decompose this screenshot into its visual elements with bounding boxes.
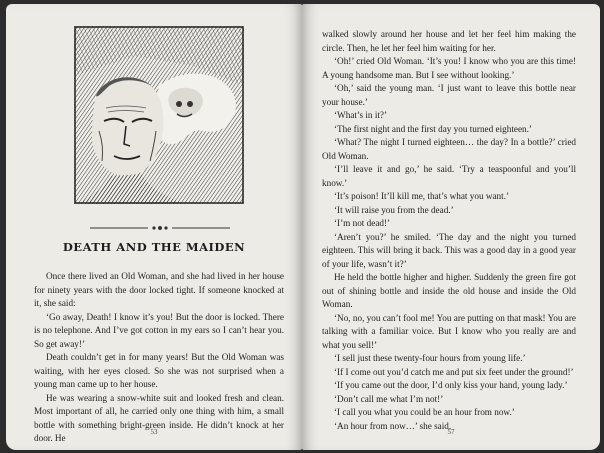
- story-title: DEATH AND THE MAIDEN: [62, 240, 246, 254]
- story-illustration: [74, 26, 244, 204]
- left-page: [6, 4, 302, 450]
- title-divider: [90, 225, 230, 231]
- paragraph: ‘Go away, Death! I know it’s you! But the door is locked. There is no telephone. And I’ve got cotton in my ears so I can’t hear you. So get away!’: [34, 311, 284, 349]
- paragraph: ‘If you came out the door, I’d only kiss your hand, young lady.’: [334, 380, 568, 390]
- left-page-text: [34, 270, 284, 446]
- right-page: [302, 4, 600, 450]
- illustration-drawing: [74, 26, 244, 204]
- paragraph: ‘Aren’t you?’ he smiled. ‘The day and the night you turned eighteen. This will bring it back. This was a good day in a good year of your life, wasn’t it?’: [322, 231, 576, 269]
- paragraph: ‘The first night and the first day you turned eighteen.’: [334, 123, 532, 134]
- paragraph: ‘Don’t call me what I’m not!’: [334, 393, 444, 404]
- paragraph: ‘If I come out you’d catch me and put six feet under the ground!’: [334, 366, 574, 377]
- paragraph: ‘I sell just these twenty-four hours from young life.’: [334, 353, 526, 363]
- page-number: 57: [447, 428, 455, 436]
- paragraph: ‘I call you what you could be an hour from now.’: [334, 407, 515, 417]
- paragraph: ‘It’s poison! It’ll kill me, that’s what you want.’: [334, 191, 510, 201]
- paragraph: ‘No, no, you can’t fool me! You are putting on that mask! You are talking with a familiar voice. But I know who you really are and what you sell!’: [322, 312, 576, 350]
- paragraph: Death couldn’t get in for many years! But the Old Woman was waiting, with her eyes closed. So she was not surprised when a young man came up to her house.: [34, 352, 284, 389]
- paragraph: He held the bottle higher and higher. Suddenly the green fire got out of shining bottle and inside the old house and inside the Old Woman.: [322, 272, 576, 309]
- page-number: 53: [150, 428, 158, 436]
- paragraph: ‘It will raise you from the dead.’: [334, 204, 454, 215]
- paragraph: walked slowly around her house and let her feel him making the circle. Then, he let her feel him waiting for her.: [322, 29, 576, 53]
- paragraph: ‘What? The night I turned eighteen… the day? In a bottle?’ cried Old Woman.: [322, 137, 576, 161]
- paragraph: ‘Oh!’ cried Old Woman. ‘It’s you! I know who you are this time! A young handsome man. But I see without looking.’: [322, 56, 576, 80]
- paragraph: ‘I’ll leave it and go,’ he said. ‘Try a teaspoonful and you’ll know.’: [322, 164, 576, 188]
- right-page-text: [322, 28, 576, 433]
- paragraph: ‘What’s in it?’: [334, 110, 388, 120]
- paragraph: ‘I’m not dead!’: [334, 218, 391, 228]
- paragraph: He was wearing a snow-white suit and looked fresh and clean. Most important of all, he carried only one thing with him, a small bottle with something bright-green inside. He didn’t knock at her door. He: [34, 392, 284, 443]
- paragraph: Once there lived an Old Woman, and she had lived in her house for ninety years with the door locked tight. If someone knocked at it, she said:: [34, 271, 284, 308]
- paragraph: ‘Oh,’ said the young man. ‘I just want to leave this bottle near your house.’: [322, 83, 576, 107]
- paragraph: ‘An hour from now…’ she said.: [334, 420, 452, 431]
